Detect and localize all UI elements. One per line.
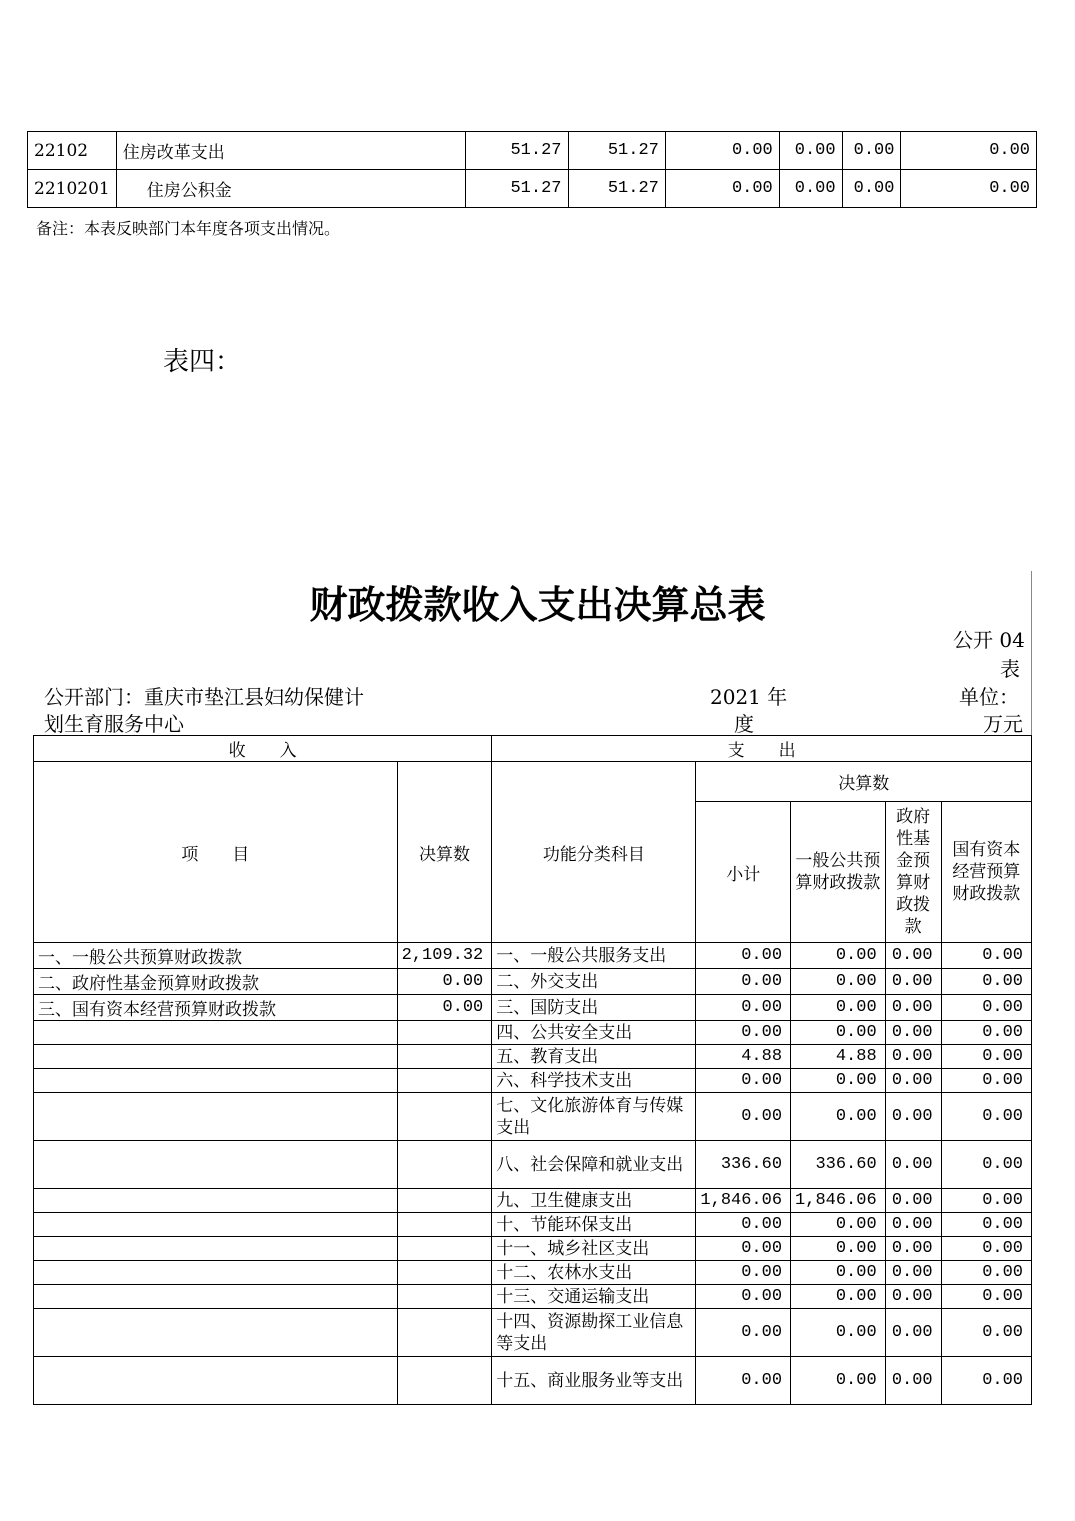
income-amount: 0.00 [397, 995, 492, 1021]
expense-subtotal: 0.00 [696, 1309, 791, 1357]
expense-item: 一、一般公共服务支出 [492, 943, 696, 969]
expense-subtotal: 0.00 [696, 1069, 791, 1093]
income-item [34, 1357, 398, 1405]
expense-state-capital: 0.00 [941, 1141, 1031, 1189]
func-category-header: 功能分类科目 [492, 762, 696, 943]
expense-gov-fund: 0.00 [885, 995, 941, 1021]
expense-item: 四、公共安全支出 [492, 1021, 696, 1045]
income-item [34, 1261, 398, 1285]
expense-subtotal: 0.00 [696, 1285, 791, 1309]
table-row [34, 1309, 1032, 1357]
table-row [34, 995, 1032, 1021]
expense-general-budget: 0.00 [791, 1021, 886, 1045]
expense-gov-fund: 0.00 [885, 943, 941, 969]
table-row [34, 943, 1032, 969]
income-item: 二、政府性基金预算财政拨款 [34, 969, 398, 995]
income-amount [397, 1285, 492, 1309]
expense-state-capital: 0.00 [941, 1357, 1031, 1405]
expense-general-budget: 0.00 [791, 1237, 886, 1261]
expense-state-capital: 0.00 [941, 969, 1031, 995]
year-line1: 2021 年 [710, 685, 788, 709]
expense-general-budget: 0.00 [791, 1309, 886, 1357]
expense-item: 六、科学技术支出 [492, 1069, 696, 1093]
expense-detail-table [27, 131, 1037, 208]
expense-item: 八、社会保障和就业支出 [492, 1141, 696, 1189]
row-value: 0.00 [665, 132, 779, 170]
row-value: 51.27 [568, 170, 665, 208]
unit-line2: 万元 [983, 712, 1023, 736]
form-code-line2: 表 [1000, 657, 1020, 681]
expense-state-capital: 0.00 [941, 1021, 1031, 1045]
table-row [28, 132, 1037, 170]
table-row [34, 969, 1032, 995]
expense-state-capital: 0.00 [941, 995, 1031, 1021]
state-capital-header: 国有资本经营预算财政拨款 [941, 802, 1031, 943]
income-amount [397, 1309, 492, 1357]
row-value: 0.00 [779, 170, 842, 208]
expense-state-capital: 0.00 [941, 1093, 1031, 1141]
row-value: 51.27 [466, 132, 568, 170]
expense-item: 十一、城乡社区支出 [492, 1237, 696, 1261]
expense-gov-fund: 0.00 [885, 969, 941, 995]
expense-subtotal: 0.00 [696, 1357, 791, 1405]
expense-header: 支 出 [492, 736, 1032, 762]
row-value: 0.00 [779, 132, 842, 170]
expense-item: 十二、农林水支出 [492, 1261, 696, 1285]
expense-general-budget: 0.00 [791, 1093, 886, 1141]
expense-general-budget: 0.00 [791, 1357, 886, 1405]
expense-state-capital: 0.00 [941, 1285, 1031, 1309]
income-amount [397, 1045, 492, 1069]
income-amount [397, 1093, 492, 1141]
income-amount [397, 1069, 492, 1093]
income-amount [397, 1357, 492, 1405]
section-label: 表四： [163, 347, 242, 377]
row-value: 0.00 [842, 170, 901, 208]
row-value: 0.00 [901, 132, 1037, 170]
amount-header: 决算数 [397, 762, 492, 943]
row-code: 22102 [28, 132, 117, 170]
expense-subtotal: 0.00 [696, 969, 791, 995]
table-row [34, 1357, 1032, 1405]
expense-item: 十、节能环保支出 [492, 1213, 696, 1237]
row-name: 住房改革支出 [116, 132, 466, 170]
table-row [34, 1045, 1032, 1069]
expense-gov-fund: 0.00 [885, 1141, 941, 1189]
income-item [34, 1213, 398, 1237]
table-row [34, 1069, 1032, 1093]
expense-item: 二、外交支出 [492, 969, 696, 995]
expense-subtotal: 0.00 [696, 1213, 791, 1237]
item-header: 项 目 [34, 762, 398, 943]
income-item [34, 1285, 398, 1309]
row-code: 2210201 [28, 170, 117, 208]
income-amount [397, 1021, 492, 1045]
dept-line1: 公开部门：重庆市垫江县妇幼保健计 [44, 685, 364, 709]
expense-gov-fund: 0.00 [885, 1093, 941, 1141]
income-item [34, 1069, 398, 1093]
row-value: 51.27 [466, 170, 568, 208]
expense-gov-fund: 0.00 [885, 1237, 941, 1261]
expense-gov-fund: 0.00 [885, 1045, 941, 1069]
table-row [28, 170, 1037, 208]
expense-subtotal: 336.60 [696, 1141, 791, 1189]
expense-general-budget: 0.00 [791, 969, 886, 995]
expense-subtotal: 0.00 [696, 995, 791, 1021]
expense-general-budget: 0.00 [791, 995, 886, 1021]
table-row [34, 1261, 1032, 1285]
income-item [34, 1309, 398, 1357]
expense-state-capital: 0.00 [941, 1189, 1031, 1213]
table-row [34, 1213, 1032, 1237]
expense-subtotal: 0.00 [696, 1261, 791, 1285]
income-header: 收 入 [34, 736, 492, 762]
income-item [34, 1093, 398, 1141]
expense-subtotal: 0.00 [696, 1237, 791, 1261]
expense-gov-fund: 0.00 [885, 1189, 941, 1213]
report-title: 财政拨款收入支出决算总表 [309, 583, 766, 627]
expense-item: 十四、资源勘探工业信息等支出 [492, 1309, 696, 1357]
fiscal-summary-table [33, 735, 1032, 1405]
income-item [34, 1237, 398, 1261]
expense-general-budget: 0.00 [791, 1285, 886, 1309]
table-remark: 备注：本表反映部门本年度各项支出情况。 [36, 219, 341, 238]
expense-item: 五、教育支出 [492, 1045, 696, 1069]
expense-item: 十三、交通运输支出 [492, 1285, 696, 1309]
gov-fund-header: 政府性基金预算财政拨款 [885, 802, 941, 943]
expense-general-budget: 4.88 [791, 1045, 886, 1069]
expense-gov-fund: 0.00 [885, 1021, 941, 1045]
income-amount [397, 1189, 492, 1213]
expense-state-capital: 0.00 [941, 943, 1031, 969]
expense-gov-fund: 0.00 [885, 1069, 941, 1093]
expense-state-capital: 0.00 [941, 1261, 1031, 1285]
expense-general-budget: 336.60 [791, 1141, 886, 1189]
expense-item: 三、国防支出 [492, 995, 696, 1021]
expense-gov-fund: 0.00 [885, 1261, 941, 1285]
row-value: 0.00 [842, 132, 901, 170]
table-row [34, 1237, 1032, 1261]
income-item: 三、国有资本经营预算财政拨款 [34, 995, 398, 1021]
income-amount [397, 1237, 492, 1261]
expense-general-budget: 1,846.06 [791, 1189, 886, 1213]
row-value: 0.00 [901, 170, 1037, 208]
general-budget-header: 一般公共预算财政拨款 [791, 802, 886, 943]
income-item [34, 1045, 398, 1069]
expense-gov-fund: 0.00 [885, 1213, 941, 1237]
expense-general-budget: 0.00 [791, 1213, 886, 1237]
final-amount-header: 决算数 [696, 762, 1032, 802]
expense-state-capital: 0.00 [941, 1069, 1031, 1093]
expense-state-capital: 0.00 [941, 1213, 1031, 1237]
row-name: 住房公积金 [116, 170, 466, 208]
expense-item: 九、卫生健康支出 [492, 1189, 696, 1213]
row-value: 51.27 [568, 132, 665, 170]
expense-gov-fund: 0.00 [885, 1309, 941, 1357]
expense-gov-fund: 0.00 [885, 1357, 941, 1405]
income-amount [397, 1261, 492, 1285]
income-item: 一、一般公共预算财政拨款 [34, 943, 398, 969]
table-row [34, 1285, 1032, 1309]
table-row [34, 1189, 1032, 1213]
expense-state-capital: 0.00 [941, 1237, 1031, 1261]
expense-subtotal: 0.00 [696, 943, 791, 969]
expense-item: 七、文化旅游体育与传媒支出 [492, 1093, 696, 1141]
expense-subtotal: 4.88 [696, 1045, 791, 1069]
table-row [34, 1141, 1032, 1189]
expense-gov-fund: 0.00 [885, 1285, 941, 1309]
row-value: 0.00 [665, 170, 779, 208]
income-amount [397, 1213, 492, 1237]
income-amount [397, 1141, 492, 1189]
expense-general-budget: 0.00 [791, 1261, 886, 1285]
expense-subtotal: 0.00 [696, 1021, 791, 1045]
expense-general-budget: 0.00 [791, 1069, 886, 1093]
income-item [34, 1141, 398, 1189]
form-code-line1: 公开 04 [953, 628, 1025, 652]
expense-subtotal: 0.00 [696, 1093, 791, 1141]
expense-subtotal: 1,846.06 [696, 1189, 791, 1213]
unit-line1: 单位： [959, 685, 1019, 709]
year-line2: 度 [734, 712, 754, 736]
table-row [34, 1093, 1032, 1141]
dept-line2: 划生育服务中心 [44, 712, 184, 736]
expense-general-budget: 0.00 [791, 943, 886, 969]
income-item [34, 1021, 398, 1045]
income-amount: 2,109.32 [397, 943, 492, 969]
expense-item: 十五、商业服务业等支出 [492, 1357, 696, 1405]
subtotal-header: 小计 [696, 802, 791, 943]
table-row [34, 1021, 1032, 1045]
income-item [34, 1189, 398, 1213]
expense-state-capital: 0.00 [941, 1045, 1031, 1069]
income-amount: 0.00 [397, 969, 492, 995]
expense-state-capital: 0.00 [941, 1309, 1031, 1357]
